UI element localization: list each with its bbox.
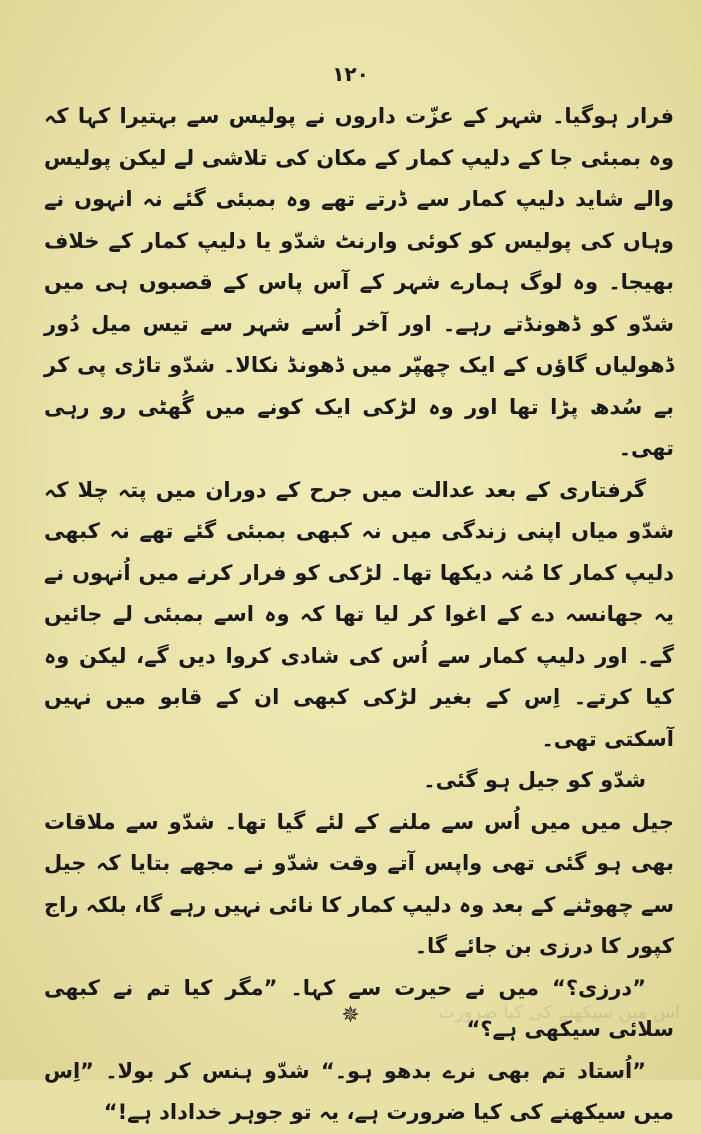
paragraph-4: جیل میں میں اُس سے ملنے کے لئے گیا تھا۔ شدّو سے ملاقات بھی ہو گئی تھی واپس آتے وقت شدّو نے مجھے بتایا کہ جیل سے چھوٹنے کے بعد وہ دلیپ کمار کا نائی نہیں رہے گا، بلکہ راج کپور کا درزی بن جائے گا۔: [44, 809, 674, 958]
paragraph-5: ”درزی؟“ میں نے حیرت سے کہا۔ ”مگر کیا تم نے کبھی سلائی سیکھی ہے؟“: [44, 975, 674, 1041]
bleed-through-text: اس میں سیکھنے کی کیا ضرورت: [438, 1002, 680, 1023]
page-number: ١٢٠: [332, 62, 369, 86]
paragraph-1: فرار ہوگیا۔ شہر کے عزّت داروں نے پولیس سے بہتیرا کہا کہ وہ بمبئی جا کے دلیپ کمار کے مکان کی تلاشی لے لیکن پولیس والے شاید دلیپ کمار سے ڈرتے تھے وہ بمبئی گئے نہ انہوں نے وہاں کی پولیس کو کوئی وارنٹ شدّو یا دلیپ کمار کے خلاف بھیجا۔ وہ لوگ ہمارے شہر کے آس پاس کے قصبوں ہی میں شدّو کو ڈھونڈتے رہے۔ اور آخر اُسے شہر سے تیس میل دُور ڈھولیاں گاؤں کے ایک چھپّر میں ڈھونڈ نکالا۔ شدّو تاڑی پی کر بے سُدھ پڑا تھا اور وہ لڑکی ایک کونے میں گُھٹی رو رہی تھی۔: [44, 104, 674, 460]
page-body: [44, 96, 674, 1134]
paragraph-6: ”اُستاد تم بھی نرے بدھو ہو۔“ شدّو ہنس کر بولا۔ ”اِس میں سیکھنے کی کیا ضرورت ہے، یہ تو جوہر خداداد ہے!“: [44, 1058, 674, 1124]
paragraph-3: شدّو کو جیل ہو گئی۔: [423, 768, 646, 792]
paragraph-2: گرفتاری کے بعد عدالت میں جرح کے دوران میں پتہ چلا کہ شدّو میاں اپنی زندگی میں نہ کبھی بمبئی گئے تھے نہ کبھی دلیپ کمار کا مُنہ دیکھا تھا۔ لڑکی کو فرار کرنے میں اُنہوں نے یہ جھانسہ دے کے اغوا کر لیا تھا کہ وہ اسے بمبئی لے جائیں گے۔ اور دلیپ کمار سے اُس کی شادی کروا دیں گے، لیکن وہ کیا کرتے۔ اِس کے بغیر لڑکی کبھی ان کے قابو میں نہیں آسکتی تھی۔: [44, 477, 674, 751]
ornament-icon: ✵: [341, 1003, 360, 1028]
